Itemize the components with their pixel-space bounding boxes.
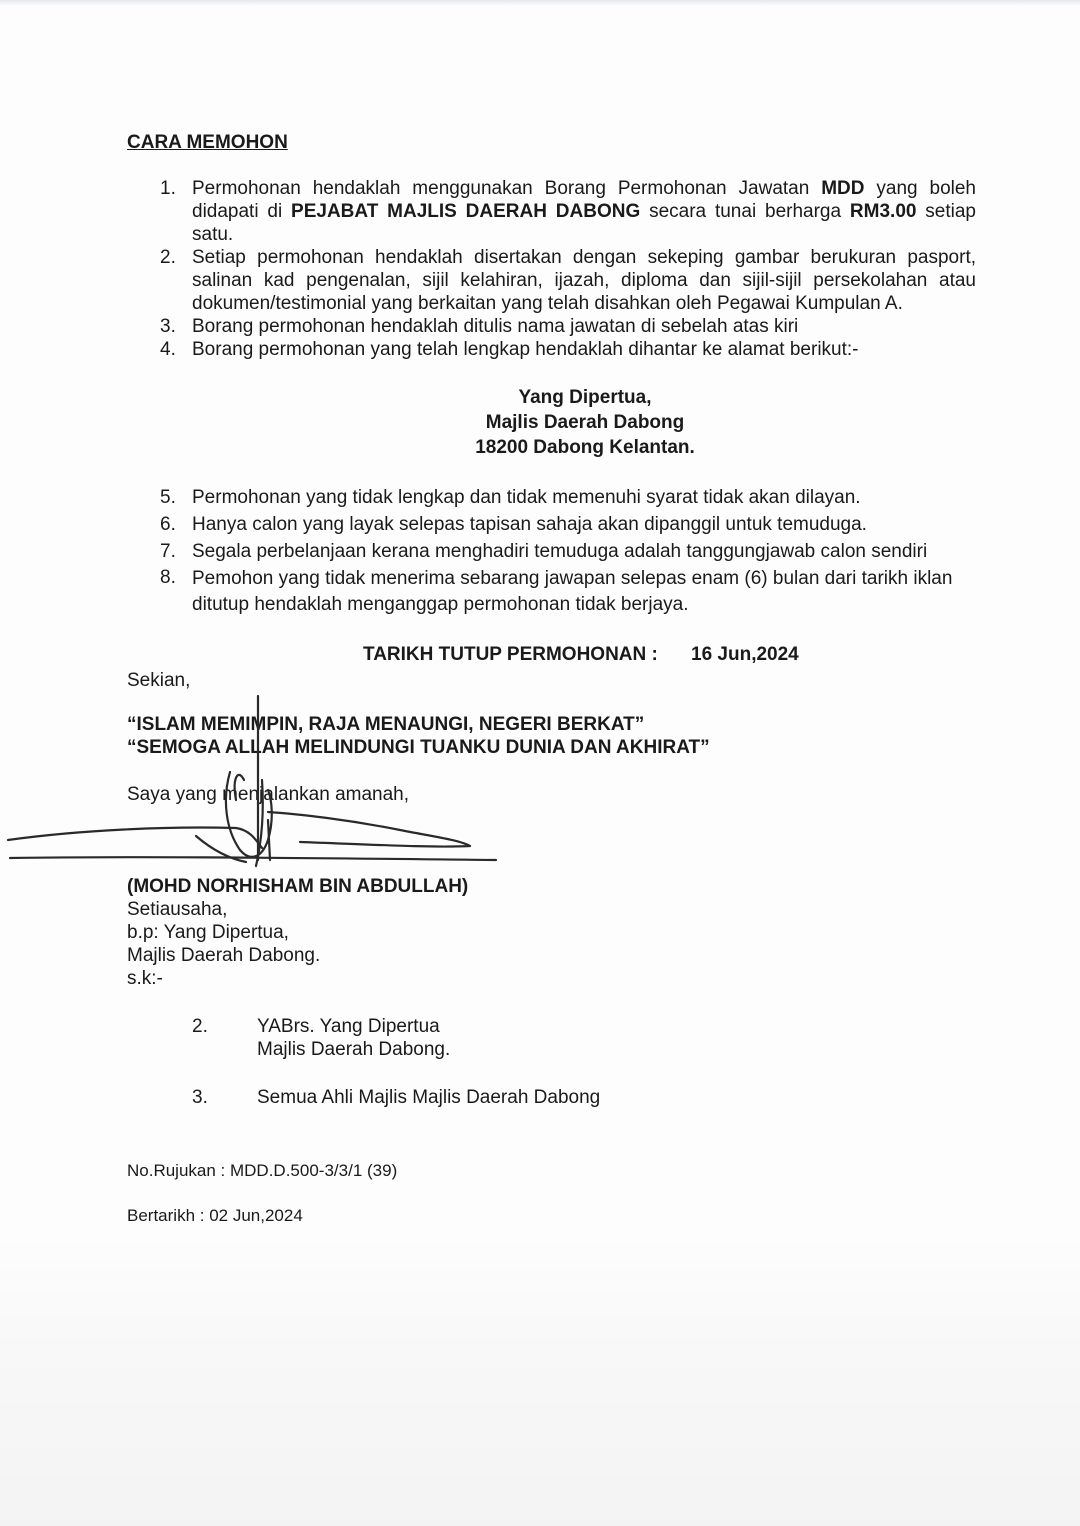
closing-date-value: 16 Jun,2024	[691, 644, 799, 665]
item-number: 4.	[160, 339, 176, 360]
item-text: secara tunai berharga	[640, 201, 850, 222]
item-number: 6.	[160, 514, 176, 535]
list-item: Borang permohonan yang telah lengkap hendaklah dihantar ke alamat berikut:-	[192, 339, 859, 360]
list-item: Borang permohonan hendaklah ditulis nama jawatan di sebelah atas kiri	[192, 316, 799, 337]
signatory-org: Majlis Daerah Dabong.	[127, 945, 321, 966]
list-item: Segala perbelanjaan kerana menghadiri temuduga adalah tanggungjawab calon sendiri	[192, 541, 928, 562]
signatory-title: Setiausaha,	[127, 899, 228, 920]
page-shading	[0, 1230, 1080, 1526]
signature-graphic	[0, 680, 620, 900]
cc-number: 2.	[192, 1016, 208, 1037]
reference-number: No.Rujukan : MDD.D.500-3/3/1 (39)	[127, 1161, 398, 1180]
section-heading: CARA MEMOHON	[127, 132, 288, 153]
item-number: 2.	[160, 247, 176, 268]
signatory-bp: b.p: Yang Dipertua,	[127, 922, 289, 943]
closing-date-label: TARIKH TUTUP PERMOHONAN :	[363, 644, 658, 665]
cc-line: Semua Ahli Majlis Majlis Daerah Dabong	[257, 1087, 601, 1108]
item-text: Permohonan hendaklah menggunakan Borang Permohonan Jawatan	[192, 178, 822, 199]
scan-edge	[0, 0, 1080, 6]
sekian-text: Sekian,	[127, 670, 191, 691]
list-item: Hanya calon yang layak selepas tapisan sahaja akan dipanggil untuk temuduga.	[192, 514, 867, 535]
list-item: Permohonan yang tidak lengkap dan tidak memenuhi syarat tidak akan dilayan.	[192, 487, 861, 508]
list-item	[192, 177, 976, 246]
item-number: 8.	[160, 567, 176, 588]
item-number: 1.	[160, 178, 176, 199]
sk-label: s.k:-	[127, 968, 163, 989]
list-item: Setiap permohonan hendaklah disertakan dengan sekeping gambar berukuran pasport, salinan kad pengenalan, sijil kelahiran, ijazah, diploma dan sijil-sijil persekolahan atau dokumen/testimonial yang berkaitan yang telah disahkan oleh Pegawai Kumpulan A.	[192, 247, 976, 314]
document-date: Bertarikh : 02 Jun,2024	[127, 1206, 303, 1225]
address-line: Yang Dipertua,	[518, 387, 652, 408]
cc-number: 3.	[192, 1087, 208, 1108]
item-text: yang boleh didapati di	[192, 178, 976, 222]
item-number: 7.	[160, 541, 176, 562]
item-number: 5.	[160, 487, 176, 508]
address-line: 18200 Dabong Kelantan.	[475, 437, 695, 458]
address-line: Majlis Daerah Dabong	[485, 412, 685, 433]
motto-line: “SEMOGA ALLAH MELINDUNGI TUANKU DUNIA DAN AKHIRAT”	[127, 737, 710, 758]
signatory-name: (MOHD NORHISHAM BIN ABDULLAH)	[127, 876, 469, 897]
item-text-bold: PEJABAT MAJLIS DAERAH DABONG	[291, 201, 641, 222]
list-item: Pemohon yang tidak menerima sebarang jawapan selepas enam (6) bulan dari tarikh iklan ditutup hendaklah menganggap permohonan tidak berjaya.	[192, 568, 953, 615]
motto-line: “ISLAM MEMIMPIN, RAJA MENAUNGI, NEGERI BERKAT”	[127, 714, 645, 735]
cc-line: Majlis Daerah Dabong.	[257, 1039, 451, 1060]
item-text-bold: MDD	[821, 178, 865, 199]
item-text: setiap satu.	[192, 201, 976, 245]
cc-line: YABrs. Yang Dipertua	[257, 1016, 440, 1037]
item-number: 3.	[160, 316, 176, 337]
item-text-bold: RM3.00	[849, 201, 917, 222]
closing-phrase: Saya yang menjalankan amanah,	[127, 784, 410, 805]
